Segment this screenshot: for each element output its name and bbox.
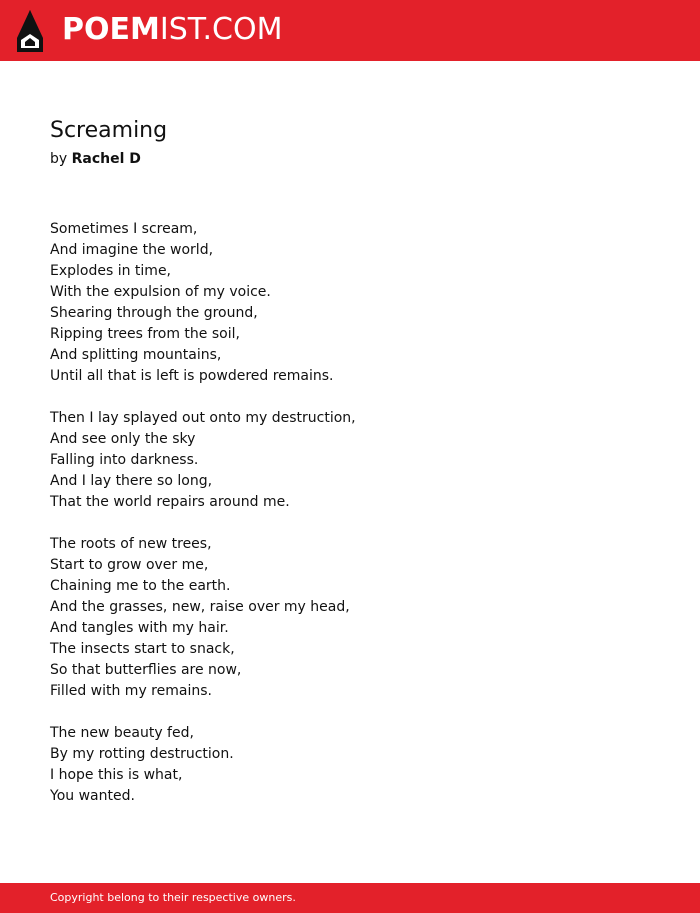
poem-line: Filled with my remains. bbox=[50, 683, 212, 699]
poem-line: You wanted. bbox=[50, 788, 135, 804]
poem-line: By my rotting destruction. bbox=[50, 746, 234, 762]
site-logo[interactable] bbox=[62, 12, 282, 48]
logo-bold-text: POEM bbox=[62, 12, 160, 47]
stanza-1 bbox=[50, 219, 650, 387]
stanza-4 bbox=[50, 723, 650, 807]
poem-author: Rachel D bbox=[71, 151, 141, 167]
poem-line: Falling into darkness. bbox=[50, 452, 199, 468]
stanza-2 bbox=[50, 408, 650, 513]
poem-title: Screaming bbox=[50, 118, 168, 143]
poem-line: Ripping trees from the soil, bbox=[50, 326, 240, 342]
logo-light-text: IST.COM bbox=[159, 12, 283, 47]
poem-line: Sometimes I scream, bbox=[50, 221, 198, 237]
poem-line: Then I lay splayed out onto my destruction, bbox=[50, 410, 356, 426]
poem-line: The new beauty fed, bbox=[50, 725, 194, 741]
poem-line: And the grasses, new, raise over my head, bbox=[50, 599, 350, 615]
poem-body bbox=[50, 219, 650, 828]
poem-line: And splitting mountains, bbox=[50, 347, 222, 363]
poem-line: Chaining me to the earth. bbox=[50, 578, 231, 594]
pencil-tip-icon bbox=[17, 10, 43, 52]
site-header bbox=[0, 0, 700, 61]
poem-line: Shearing through the ground, bbox=[50, 305, 258, 321]
poem-line: And I lay there so long, bbox=[50, 473, 213, 489]
poem-line: Until all that is left is powdered remains. bbox=[50, 368, 334, 384]
poem-line: The roots of new trees, bbox=[50, 536, 212, 552]
poem-line: I hope this is what, bbox=[50, 767, 183, 783]
copyright-notice: Copyright belong to their respective owners. bbox=[50, 891, 296, 904]
site-footer bbox=[0, 883, 700, 913]
poem-line: With the expulsion of my voice. bbox=[50, 284, 271, 300]
poem-line: Explodes in time, bbox=[50, 263, 172, 279]
poem-line: The insects start to snack, bbox=[50, 641, 235, 657]
poem-line: And see only the sky bbox=[50, 431, 196, 447]
poem-line: And imagine the world, bbox=[50, 242, 214, 258]
poem-line: And tangles with my hair. bbox=[50, 620, 229, 636]
poem-byline bbox=[50, 149, 141, 169]
poem-line: Start to grow over me, bbox=[50, 557, 209, 573]
by-label: by bbox=[50, 151, 68, 167]
stanza-3 bbox=[50, 534, 650, 702]
poem-line: So that butterflies are now, bbox=[50, 662, 242, 678]
poem-line: That the world repairs around me. bbox=[50, 494, 290, 510]
